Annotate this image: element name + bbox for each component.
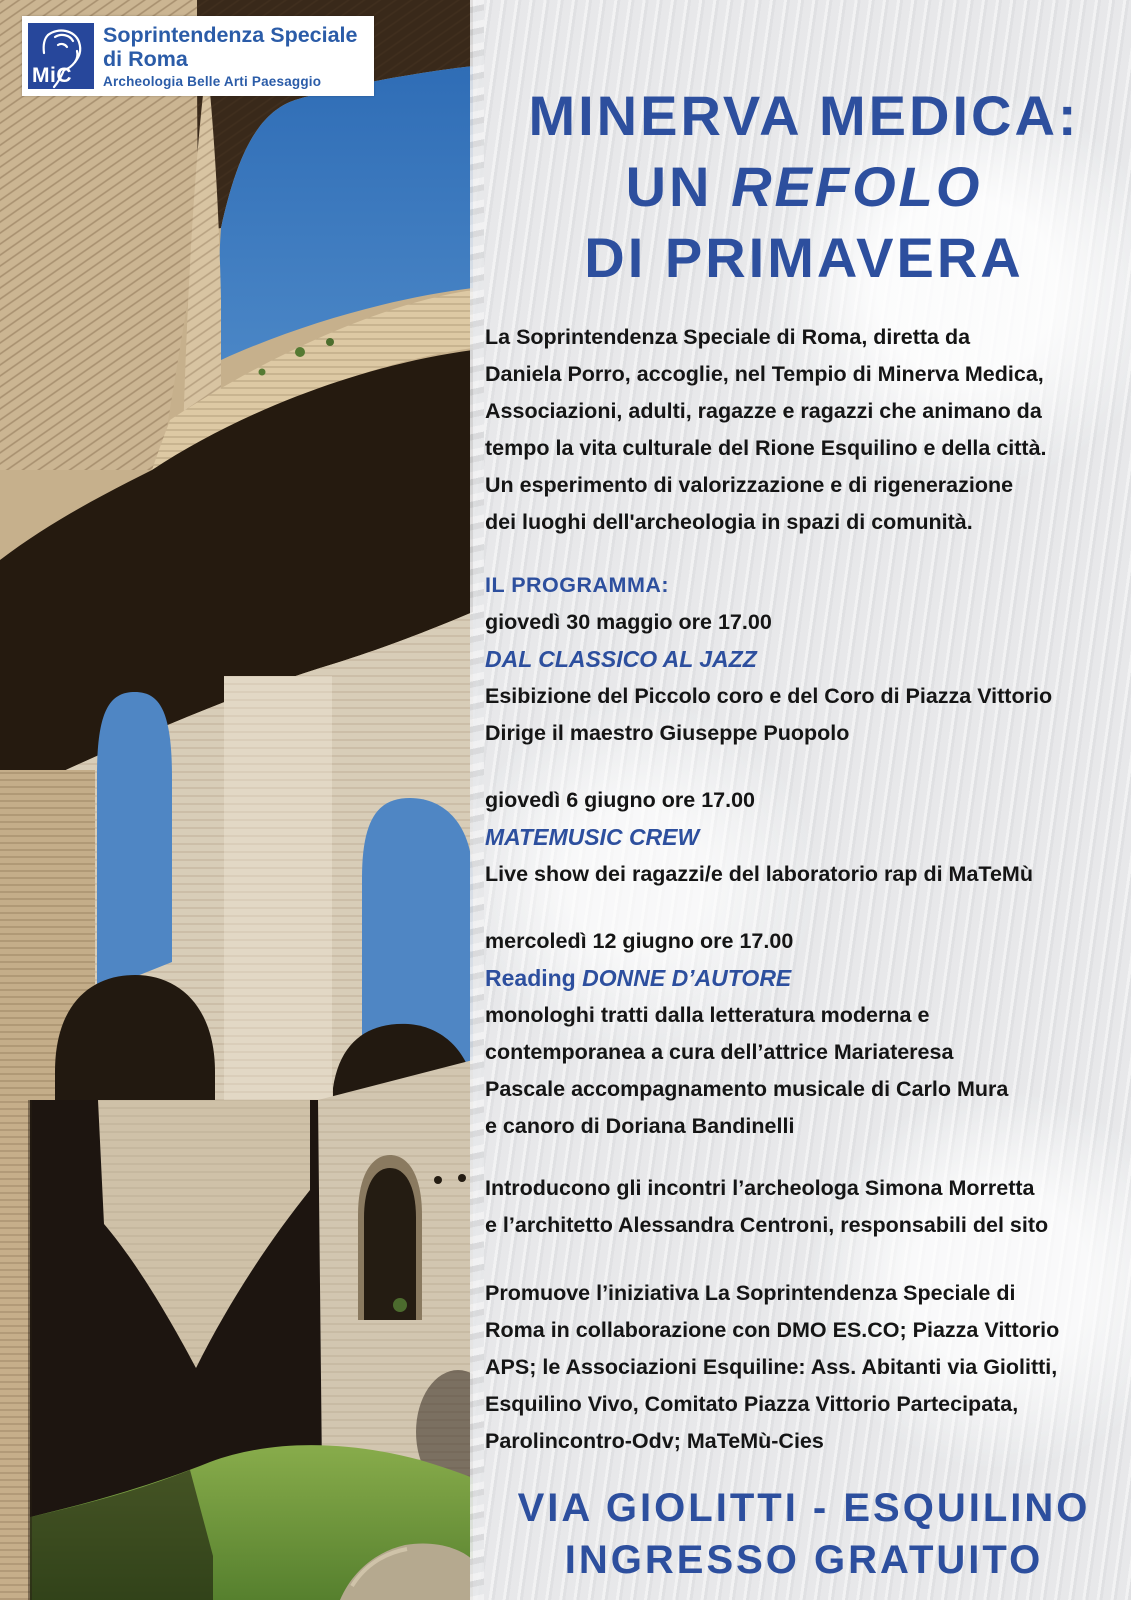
program-event-2 (485, 782, 1123, 893)
text-panel (473, 0, 1131, 1600)
poster-title (485, 80, 1123, 293)
niche-opening (364, 1168, 416, 1320)
event-date: giovedì 6 giugno ore 17.00 (485, 788, 756, 812)
title-line1: MINERVA MEDICA: (528, 84, 1080, 147)
intro-line: Associazioni, adulti, ragazze e ragazzi che animano da (485, 399, 1042, 423)
promoters-paragraph (485, 1275, 1123, 1460)
promoters-line: Roma in collaborazione con DMO ES.CO; Piazza Vittorio (485, 1318, 1060, 1342)
venue-footer (485, 1482, 1123, 1586)
promoters-line: Parolincontro-Odv; MaTeMù-Cies (485, 1429, 824, 1453)
logo-text (94, 23, 357, 89)
credits-paragraph (485, 1170, 1123, 1244)
intro-line: dei luoghi dell'archeologia in spazi di comunità. (485, 510, 973, 534)
event-title (485, 641, 1123, 678)
mic-wordmark: MiC (32, 64, 72, 87)
event-title-text: MATEMUSIC CREW (485, 824, 700, 850)
logo-org-line1: Soprintendenza Speciale (103, 23, 358, 48)
event-detail: e canoro di Doriana Bandinelli (485, 1114, 795, 1138)
program-heading: IL PROGRAMMA: (485, 573, 670, 597)
soprintendenza-logo (22, 16, 374, 96)
event-detail: monologhi tratti dalla letteratura moderna e (485, 1003, 930, 1027)
intro-line: Daniela Porro, accoglie, nel Tempio di Minerva Medica, (485, 362, 1044, 386)
promoters-line: Promuove l’iniziativa La Soprintendenza Speciale di (485, 1281, 1016, 1305)
logo-subtitle: Archeologia Belle Arti Paesaggio (103, 74, 322, 90)
event-detail: Dirige il maestro Giuseppe Puopolo (485, 721, 850, 745)
event-title (485, 960, 1123, 997)
event-detail: contemporanea a cura dell’attrice Mariateresa (485, 1040, 954, 1064)
credits-line: Introducono gli incontri l’archeologa Simona Morretta (485, 1176, 1035, 1200)
event-date: giovedì 30 maggio ore 17.00 (485, 610, 772, 634)
sky-window-left (97, 692, 172, 992)
event-title-text: DAL CLASSICO AL JAZZ (485, 646, 757, 672)
event-detail: Pascale accompagnamento musicale di Carlo Mura (485, 1077, 1009, 1101)
temple-ruins-illustration (0, 0, 473, 1600)
event-title-text: DONNE D’AUTORE (582, 965, 792, 991)
program-event-3 (485, 923, 1123, 1145)
event-title (485, 819, 1123, 856)
promoters-line: Esquilino Vivo, Comitato Piazza Vittorio Partecipata, (485, 1392, 1019, 1416)
event-title-prefix: Reading (485, 965, 583, 991)
intro-line: Un esperimento di valorizzazione e di rigenerazione (485, 473, 1014, 497)
intro-line: La Soprintendenza Speciale di Roma, diretta da (485, 325, 971, 349)
title-line2-prefix: UN (625, 155, 732, 218)
event-detail: Esibizione del Piccolo coro e del Coro di Piazza Vittorio (485, 684, 1053, 708)
promoters-line: APS; le Associazioni Esquiline: Ass. Abitanti via Giolitti, (485, 1355, 1058, 1379)
logo-org-line2: di Roma (103, 47, 188, 72)
program-event-1 (485, 604, 1123, 752)
venue-line: VIA GIOLITTI - ESQUILINO (517, 1486, 1091, 1530)
intro-paragraph (485, 319, 1123, 541)
credits-line: e l’architetto Alessandra Centroni, responsabili del sito (485, 1213, 1049, 1237)
title-line2-italic: REFOLO (731, 155, 983, 218)
temple-ruins-photo (0, 0, 473, 1600)
event-date: mercoledì 12 giugno ore 17.00 (485, 929, 794, 953)
event-detail: Live show dei ragazzi/e del laboratorio rap di MaTeMù (485, 862, 1033, 886)
intro-line: tempo la vita culturale del Rione Esquilino e della città. (485, 436, 1047, 460)
admission-line: INGRESSO GRATUITO (564, 1538, 1044, 1582)
torn-paper-edge (470, 0, 484, 1600)
mic-logo (28, 23, 94, 89)
title-line3: DI PRIMAVERA (584, 226, 1024, 289)
